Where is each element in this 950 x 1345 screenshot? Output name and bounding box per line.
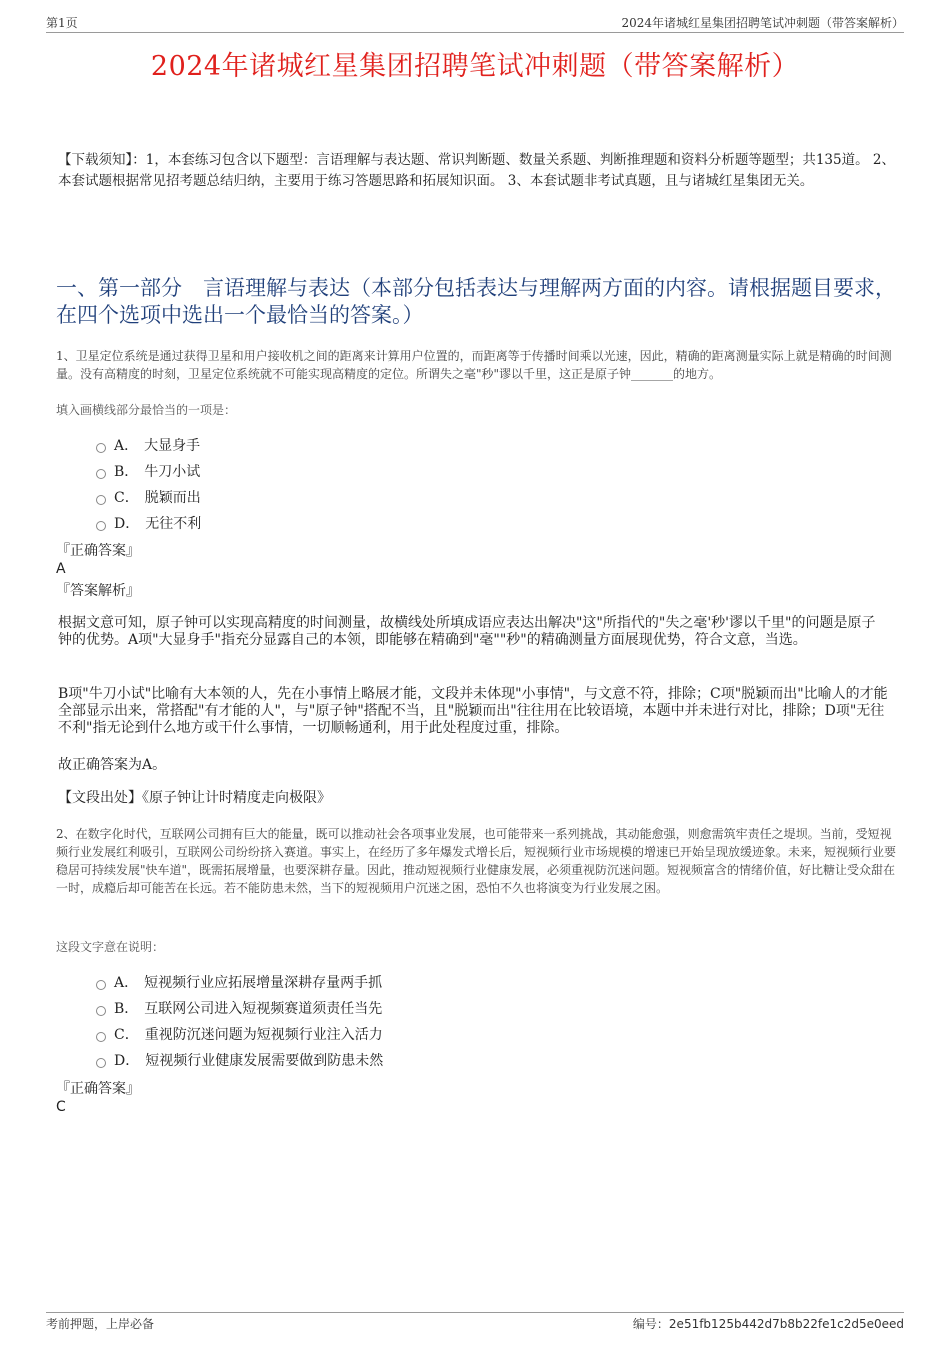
radio-icon[interactable]	[96, 1006, 106, 1016]
option-b[interactable]: B． 牛刀小试	[96, 458, 596, 484]
radio-icon[interactable]	[96, 1032, 106, 1042]
header-doc-title: 2024年诸城红星集团招聘笔试冲刺题（带答案解析）	[621, 16, 904, 30]
analysis-conclusion: 故正确答案为A。	[58, 757, 167, 773]
question-2-prompt: 这段文字意在说明：	[56, 940, 165, 954]
question-1-stem: 1、卫星定位系统是通过获得卫星和用户接收机之间的距离来计算用户位置的，而距离等于传播时间乘以光速，因此，精确的距离测量实际上就是精确的时间测量。没有高精度的时刻，卫星定位系统就不可能实现高精度的定位。所谓失之毫"秒"谬以千里，这正是原子钟_______的地方。	[56, 349, 892, 381]
answer-value: C	[56, 1099, 66, 1115]
option-a[interactable]: A． 大显身手	[96, 432, 596, 458]
analysis-para-2: B项"牛刀小试"比喻有大本领的人，先在小事情上略展才能，文段并未体现"小事情"，与文意不符，排除；C项"脱颖而出"比喻人的才能全部显示出来，常搭配"有才能的人"，与"原子钟"搭配不当，且"脱颖而出"往往用在比较语境，本题中并未进行对比，排除；D项"无往不利"指无论到什么地方或干什么事情，一切顺畅通利，用于此处程度过重，排除。	[58, 686, 888, 736]
radio-icon[interactable]	[96, 980, 106, 990]
section-heading: 一、第一部分 言语理解与表达（本部分包括表达与理解两方面的内容。请根据题目要求，在四个选项中选出一个最恰当的答案。）	[56, 276, 896, 327]
option-a[interactable]: A． 短视频行业应拓展增量深耕存量两手抓	[96, 969, 616, 995]
radio-icon[interactable]	[96, 495, 106, 505]
option-c[interactable]: C． 脱颖而出	[96, 484, 596, 510]
radio-icon[interactable]	[96, 521, 106, 531]
radio-icon[interactable]	[96, 469, 106, 479]
question-2	[56, 825, 902, 897]
radio-icon[interactable]	[96, 443, 106, 453]
document-title: 2024年诸城红星集团招聘笔试冲刺题（带答案解析）	[150, 51, 800, 82]
answer-value: A	[56, 561, 66, 577]
question-2-prompt-wrap	[56, 938, 902, 955]
download-notice: 【下载须知】：1，本套练习包含以下题型：言语理解与表达题、常识判断题、数量关系题、判断推理题和资料分析题等题型；共135道。 2、本套试题根据常见招考题总结归纳，主要用于练习答题思路和拓展知识面。 3、本套试题非考试真题，且与诸城红星集团无关。	[58, 152, 895, 189]
option-d[interactable]: D． 短视频行业健康发展需要做到防患未然	[96, 1047, 616, 1073]
footer-slogan: 考前押题，上岸必备	[46, 1317, 155, 1331]
question-2-options	[96, 969, 616, 1073]
question-1	[56, 347, 902, 383]
answer-label: 『正确答案』	[56, 543, 140, 559]
answer-label: 『正确答案』	[56, 1081, 140, 1097]
question-1-prompt: 填入画横线部分最恰当的一项是：	[56, 403, 237, 417]
option-d[interactable]: D． 无往不利	[96, 510, 596, 536]
page-header	[46, 14, 904, 33]
question-1-options	[96, 432, 596, 536]
option-b[interactable]: B． 互联网公司进入短视频赛道须责任当先	[96, 995, 616, 1021]
question-1-prompt-wrap	[56, 401, 902, 418]
page-number: 第1页	[46, 16, 78, 30]
question-2-stem: 2、在数字化时代，互联网公司拥有巨大的能量，既可以推动社会各项事业发展，也可能带来一系列挑战，其动能愈强，则愈需筑牢责任之堤坝。当前，受短视频行业发展红利吸引，互联网公司纷纷挤入赛道。事实上，在经历了多年爆发式增长后，短视频行业市场规模的增速已开始呈现放缓迹象。未来，短视频行业要稳居可持续发展"快车道"，既需拓展增量，也要深耕存量。因此，推动短视频行业健康发展，必须重视防沉迷问题。短视频富含的情绪价值，好比糖让受众甜在一时，成瘾后却可能苦在长远。若不能防患未然，当下的短视频用户沉迷之困，恐怕不久也将演变为行业发展之困。	[56, 827, 897, 895]
option-c[interactable]: C． 重视防沉迷问题为短视频行业注入活力	[96, 1021, 616, 1047]
radio-icon[interactable]	[96, 1058, 106, 1068]
page-footer	[46, 1312, 904, 1332]
footer-code: 编号：2e51fb125b442d7b8b22fe1c2d5e0eed	[632, 1317, 904, 1331]
analysis-para-1: 根据文意可知，原子钟可以实现高精度的时间测量，故横线处所填成语应表达出解决"这"所指代的"失之毫'秒'谬以千里"的问题是原子钟的优势。A项"大显身手"指充分显露自己的本领，即能够在精确到"毫""秒"的精确测量方面展现优势，符合文意，当选。	[58, 615, 876, 648]
analysis-source: 【文段出处】《原子钟让计时精度走向极限》	[58, 790, 331, 806]
analysis-label: 『答案解析』	[56, 583, 140, 599]
